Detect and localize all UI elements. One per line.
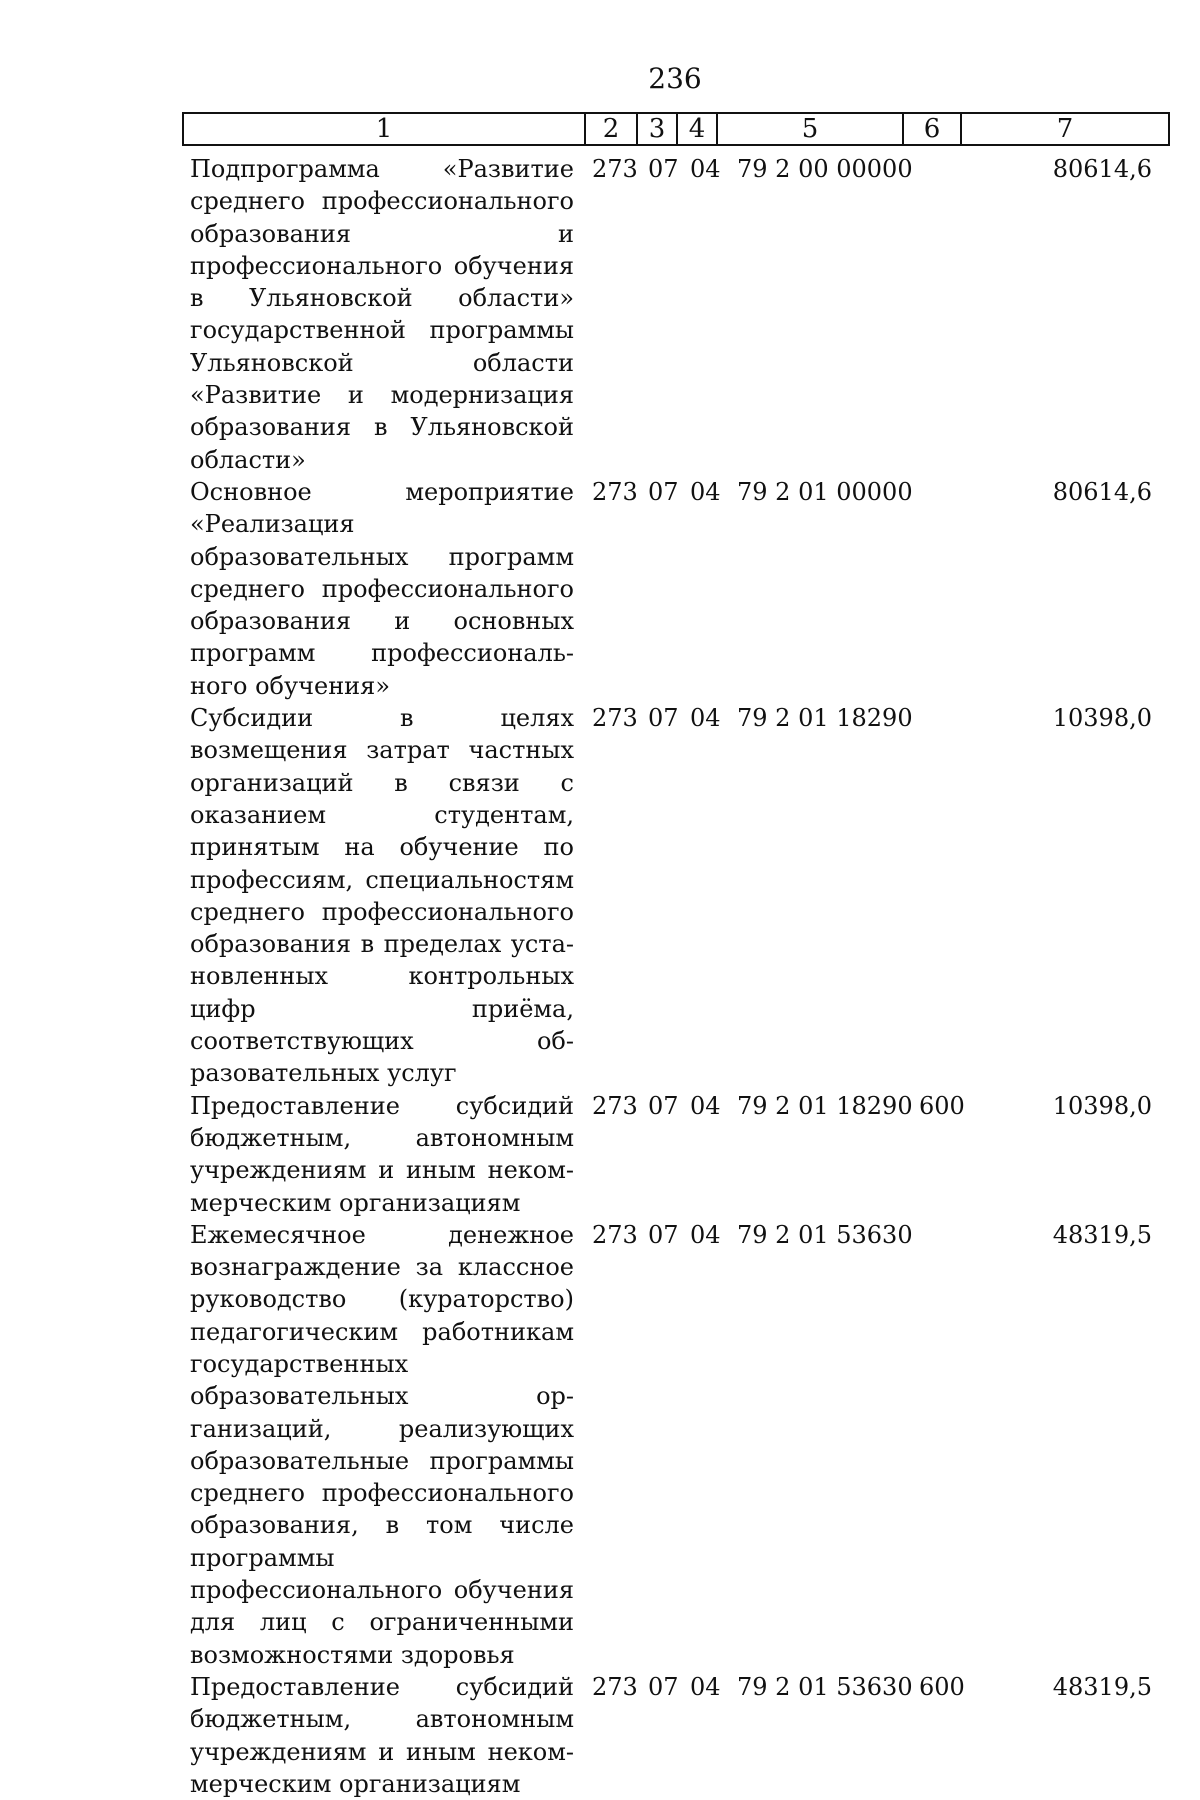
- row-target: 79 2 01 18290: [737, 1091, 913, 1120]
- row-target: 79 2 00 00000: [737, 155, 913, 183]
- row-code: 273: [592, 704, 638, 733]
- row-target: 79 2 01 53630: [737, 1672, 913, 1701]
- row-code: 273: [592, 1220, 638, 1249]
- row-name: Подпрограмма «Развитие среднего профессионального образования и профессионального обучения в Ульяновской области» государственной программы Ульяновской области «Развитие и модернизация образования в Ульяновской области»: [190, 155, 574, 474]
- row-section: 07: [648, 1220, 679, 1249]
- table-body: [182, 153, 1170, 1800]
- header-col-2: 2: [586, 114, 638, 144]
- row-subsection: 04: [690, 1091, 721, 1120]
- row-section: 07: [648, 1672, 679, 1701]
- table-row: [182, 476, 1170, 702]
- row-subsection: 04: [690, 1672, 721, 1701]
- row-target: 79 2 01 53630: [737, 1220, 913, 1249]
- row-section: 07: [648, 704, 679, 733]
- row-target: 79 2 01 18290: [737, 704, 913, 733]
- row-name: Ежемесячное денежное вознаграждение за классное руководство (кураторство) педагогическим работникам государственных образовательных организаций, реализующих образовательные программы среднего профессионального образования, в том числе программы профессионального обучения для лиц с ограниченными возможностями здоровья: [190, 1220, 574, 1669]
- row-code: 273: [592, 1672, 638, 1701]
- row-name: Предоставление субсидий бюджетным, автономным учреждениям и иным некоммерческим организациям: [190, 1091, 574, 1217]
- row-name: Основное мероприятие «Реализация образовательных программ среднего профессионального образования и основных программ профессионального обучения»: [190, 477, 574, 700]
- row-section: 07: [648, 1091, 679, 1120]
- table-row: [182, 1671, 1170, 1800]
- row-subsection: 04: [690, 1220, 721, 1249]
- header-col-3: 3: [638, 114, 678, 144]
- header-col-4: 4: [678, 114, 718, 144]
- row-subsection: 04: [690, 155, 721, 183]
- row-amount: 80614,6: [1052, 477, 1152, 506]
- row-amount: 48319,5: [1052, 1220, 1152, 1249]
- table-row: [182, 1090, 1170, 1219]
- table-row: [182, 1219, 1170, 1671]
- table-row: [182, 153, 1170, 476]
- table-header: [182, 112, 1170, 146]
- row-amount: 80614,6: [1052, 155, 1152, 183]
- row-target: 79 2 01 00000: [737, 477, 913, 506]
- row-type: 600: [919, 1672, 965, 1701]
- header-col-6: 6: [904, 114, 962, 144]
- row-code: 273: [592, 477, 638, 506]
- row-subsection: 04: [690, 704, 721, 733]
- page-number: 236: [648, 62, 702, 95]
- header-col-7: 7: [1056, 114, 1074, 144]
- row-name: Субсидии в целях возмещения затрат частных организаций в связи с оказанием студентам, принятым на обучение по профессиям, специальностям среднего профессионального образования в пределах установленных контрольных цифр приёма, соответствующих образовательных услуг: [190, 704, 574, 1088]
- header-col-1: 1: [184, 114, 586, 144]
- row-code: 273: [592, 1091, 638, 1120]
- row-section: 07: [648, 155, 679, 183]
- row-subsection: 04: [690, 477, 721, 506]
- row-name: Предоставление субсидий бюджетным, автономным учреждениям и иным некоммерческим организациям: [190, 1672, 574, 1798]
- row-code: 273: [592, 155, 638, 183]
- row-type: 600: [919, 1091, 965, 1120]
- row-amount: 48319,5: [1052, 1672, 1152, 1701]
- table-row: [182, 702, 1170, 1090]
- header-col-5: 5: [718, 114, 904, 144]
- row-amount: 10398,0: [1052, 704, 1152, 733]
- row-amount: 10398,0: [1052, 1091, 1152, 1120]
- row-section: 07: [648, 477, 679, 506]
